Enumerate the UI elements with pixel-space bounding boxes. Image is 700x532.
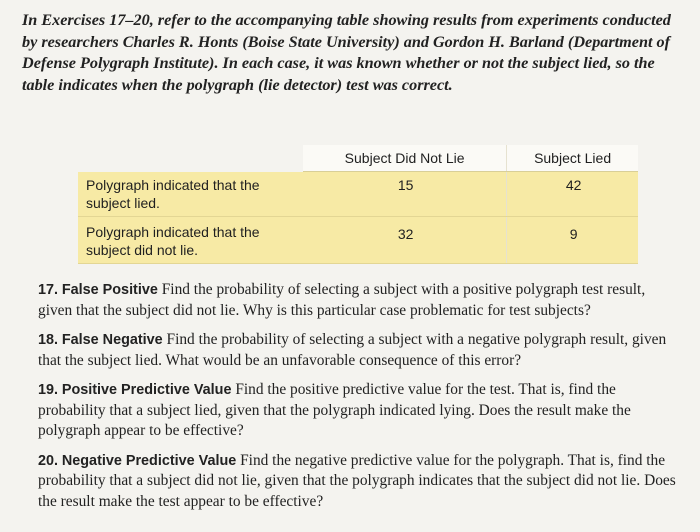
exercise-18 [22, 330, 682, 371]
exercise-text: Find the probability of selecting a subject with a negative polygraph result, given that the subject lied. What would be an unfavorable consequence of this error? [38, 331, 667, 369]
exercise-20 [22, 451, 682, 513]
exercise-number: 18. [38, 332, 59, 348]
exercise-title: False Negative [61, 332, 163, 348]
col-header-did-not-lie: Subject Did Not Lie [303, 145, 507, 172]
exercise-title: Positive Predictive Value [61, 382, 232, 398]
row-label-indicated-lied: Polygraph indicated that the subject lied. [78, 172, 303, 217]
results-table [78, 145, 638, 264]
cell-not-lie-did-not-lie: 32 [303, 216, 507, 263]
exercise-number: 17. [38, 282, 59, 298]
exercise-text: Find the positive predictive value for the test. That is, find the probability that a subject lied, given that the polygraph indicated lying. Does the result make the polygraph appear to be effective? [38, 381, 631, 439]
intro-paragraph: In Exercises 17–20, refer to the accompanying table showing results from experiments conducted by researchers Charles R. Honts (Boise State University) and Gordon H. Barland (Department of Defense Polygraph Institute). In each case, it was known whether or not the subject lied, so the table indicates when the polygraph (lie detector) test was correct. [22, 11, 671, 94]
col-header-lied: Subject Lied [507, 145, 638, 172]
cell-lied-did-not-lie: 15 [303, 172, 507, 217]
row-label-indicated-did-not-lie: Polygraph indicated that the subject did not lie. [78, 216, 303, 263]
table-header-row [78, 145, 638, 172]
exercise-title: False Positive [61, 282, 158, 298]
exercise-list [22, 280, 682, 512]
cell-lied-lied: 42 [507, 172, 638, 217]
exercise-number: 20. [38, 452, 59, 469]
table-row [78, 216, 638, 263]
exercise-text: Find the probability of selecting a subject with a positive polygraph test result, given that the subject did not lie. Why is this particular case problematic for test subjects? [38, 281, 646, 319]
table-corner [78, 145, 303, 172]
exercise-19 [22, 380, 682, 442]
cell-not-lie-lied: 9 [507, 216, 638, 263]
exercise-text: Find the negative predictive value for the polygraph. That is, find the probability that a subject did not lie, given that the polygraph indicates that the subject did not lie. Does the result make the test appear to be effective? [38, 451, 676, 510]
exercise-number: 19. [38, 382, 59, 398]
exercise-17 [22, 280, 682, 321]
exercise-title: Negative Predictive Value [61, 452, 237, 469]
table-row [78, 172, 638, 217]
